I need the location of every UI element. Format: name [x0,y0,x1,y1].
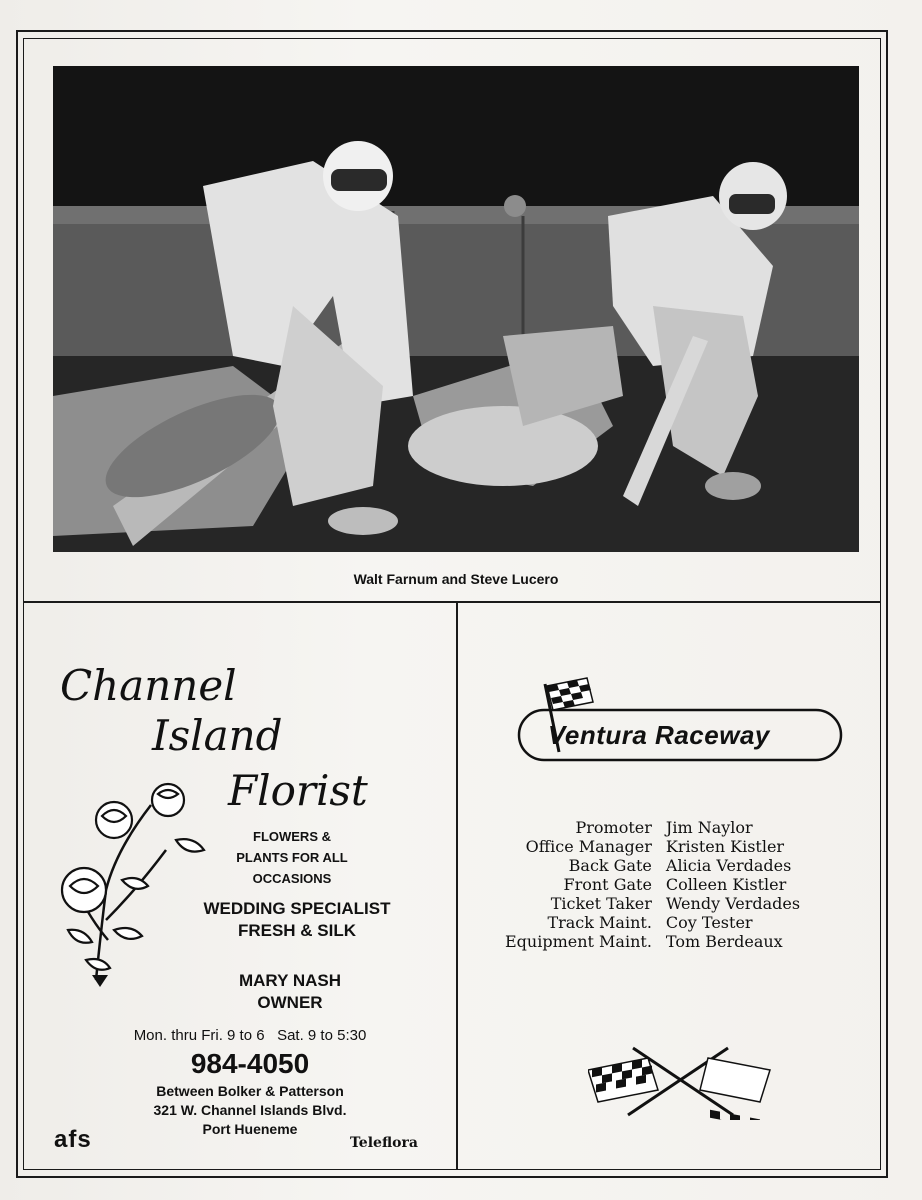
crossed-checkered-flags-icon [588,1040,773,1120]
staff-name: Kristen Kistler [665,837,785,856]
address-line: 321 W. Channel Islands Blvd. [153,1102,347,1118]
staff-row [505,856,800,875]
florist-phone: 984-4050 [190,1048,310,1079]
staff-role: Front Gate [563,875,652,894]
florist-name-line3: Florist [228,766,368,815]
address-line: Port Hueneme [202,1121,298,1137]
florist-specialty [182,898,412,942]
staff-row [505,894,800,913]
rose-illustration [56,780,206,995]
staff-name: Coy Tester [665,913,753,932]
staff-role: Back Gate [568,856,652,875]
staff-name: Tom Berdeaux [665,932,783,951]
florist-name-line2: Island [152,711,283,760]
florist-services [222,826,362,889]
staff-name: Colleen Kistler [665,875,787,894]
owner-name: MARY NASH [238,971,341,990]
staff-name: Jim Naylor [665,818,753,837]
speedway-riders-image [53,66,859,552]
services-line: OCCASIONS [252,871,332,886]
staff-role: Track Maint. [547,913,652,932]
staff-name: Wendy Verdades [665,894,801,913]
teleflora-logo: Teleflora [350,1135,418,1151]
staff-role: Promoter [575,818,652,837]
section-divider-horizontal [23,601,881,603]
photo-caption: Walt Farnum and Steve Lucero [353,571,559,587]
raceway-name: Ventura Raceway [548,720,770,750]
afs-logo: afs [54,1126,92,1153]
specialty-line: FRESH & SILK [237,921,357,940]
staff-row [505,875,800,894]
florist-hours: Mon. thru Fri. 9 to 6 Sat. 9 to 5:30 [133,1027,367,1044]
services-line: FLOWERS & [253,829,331,844]
staff-list [505,818,800,951]
address-line: Between Bolker & Patterson [156,1083,344,1099]
staff-row [505,837,800,856]
staff-row [505,932,800,951]
staff-role: Equipment Maint. [505,932,652,951]
services-line: PLANTS FOR ALL [236,850,348,865]
florist-name-line1: Channel [60,661,237,710]
florist-address [100,1082,400,1139]
owner-title: OWNER [257,993,323,1012]
staff-role: Office Manager [525,837,652,856]
florist-owner [190,970,390,1014]
staff-row [505,913,800,932]
staff-role: Ticket Taker [550,894,652,913]
staff-name: Alicia Verdades [665,856,792,875]
race-photo [53,66,859,552]
section-divider-vertical [456,601,458,1170]
staff-row [505,818,800,837]
specialty-line: WEDDING SPECIALIST [203,899,391,918]
